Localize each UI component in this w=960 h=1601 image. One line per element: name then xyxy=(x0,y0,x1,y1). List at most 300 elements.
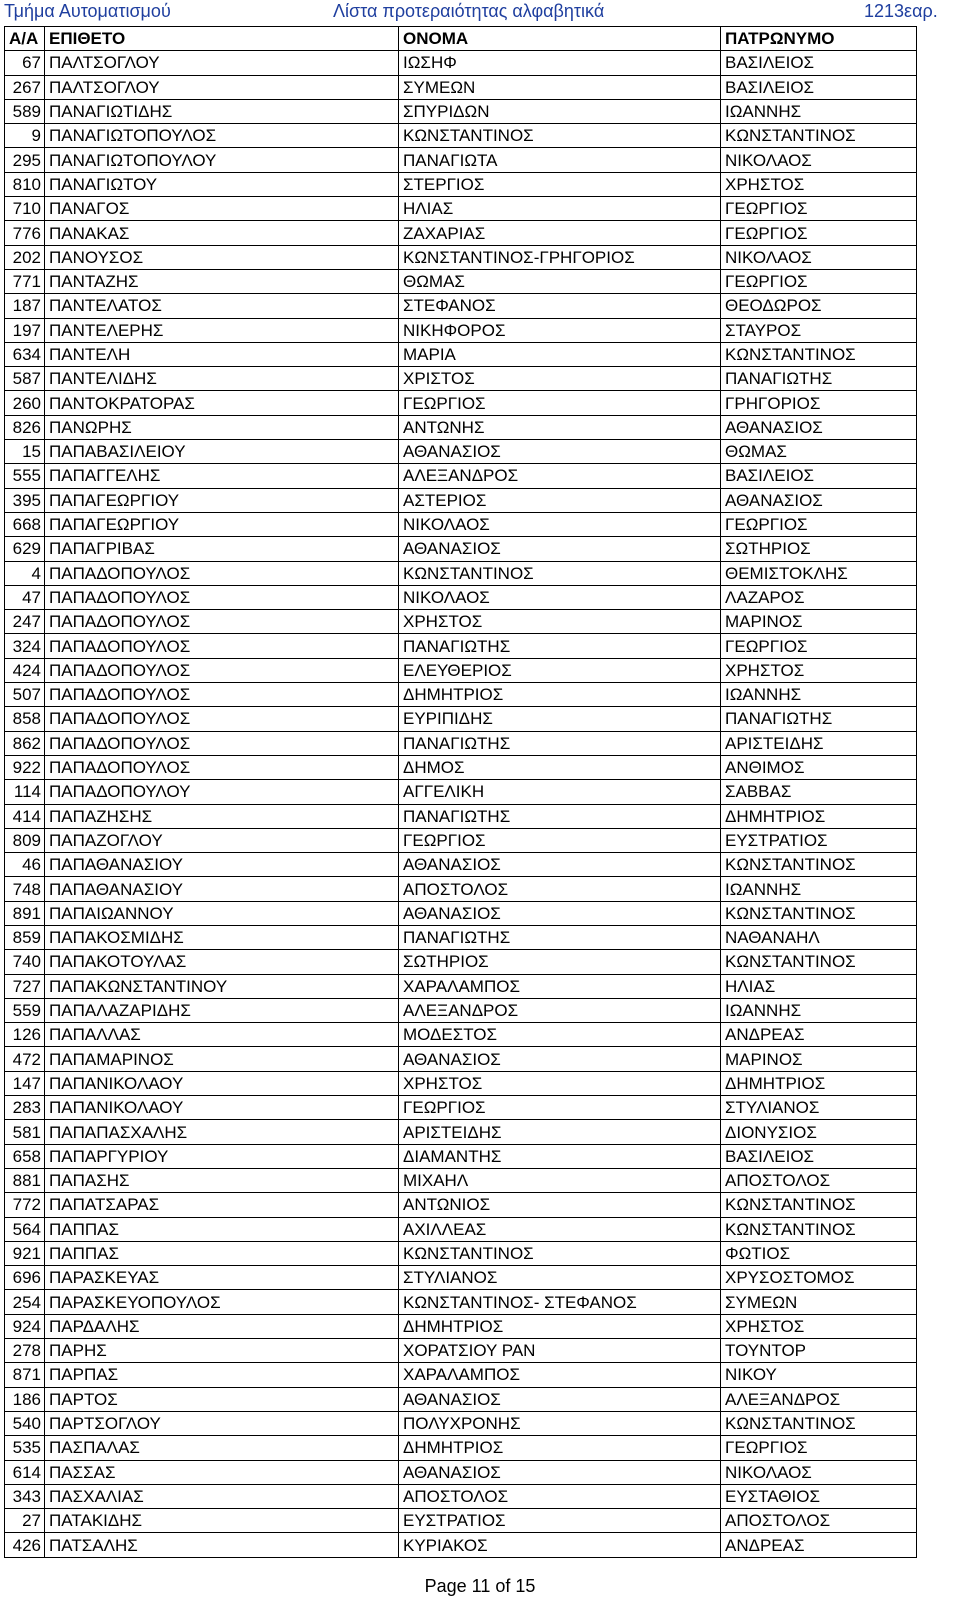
table-row xyxy=(5,998,917,1022)
cell-aa: 395 xyxy=(5,488,45,512)
table-row xyxy=(5,488,917,512)
cell-fathers-name: ΓΕΩΡΓΙΟΣ xyxy=(721,197,917,221)
cell-fathers-name: ΑΘΑΝΑΣΙΟΣ xyxy=(721,488,917,512)
cell-fathers-name: ΒΑΣΙΛΕΙΟΣ xyxy=(721,51,917,75)
cell-fathers-name: ΚΩΝΣΤΑΝΤΙΝΟΣ xyxy=(721,1193,917,1217)
cell-surname: ΠΑΠΑΔΟΠΟΥΛΟΣ xyxy=(45,610,399,634)
department-title: Τμήμα Αυτοματισμού xyxy=(4,1,171,21)
cell-surname: ΠΑΠΑΔΟΠΟΥΛΟΣ xyxy=(45,658,399,682)
table-row xyxy=(5,318,917,342)
table-row xyxy=(5,1047,917,1071)
table-row xyxy=(5,537,917,561)
cell-name: ΔΗΜΗΤΡΙΟΣ xyxy=(399,683,721,707)
cell-surname: ΠΑΝΤΟΚΡΑΤΟΡΑΣ xyxy=(45,391,399,415)
cell-fathers-name: ΝΙΚΟΛΑΟΣ xyxy=(721,148,917,172)
cell-surname: ΠΑΠΑΔΟΠΟΥΛΟΥ xyxy=(45,780,399,804)
cell-aa: 727 xyxy=(5,974,45,998)
cell-aa: 507 xyxy=(5,683,45,707)
cell-fathers-name: ΝΙΚΟΥ xyxy=(721,1363,917,1387)
cell-name: ΔΗΜΗΤΡΙΟΣ xyxy=(399,1436,721,1460)
cell-fathers-name: ΙΩΑΝΝΗΣ xyxy=(721,99,917,123)
cell-name: ΓΕΩΡΓΙΟΣ xyxy=(399,391,721,415)
cell-surname: ΠΑΣΧΑΛΙΑΣ xyxy=(45,1484,399,1508)
cell-surname: ΠΑΝΟΥΣΟΣ xyxy=(45,245,399,269)
cell-name: ΑΡΙΣΤΕΙΔΗΣ xyxy=(399,1120,721,1144)
table-row xyxy=(5,1193,917,1217)
cell-name: ΚΩΝΣΤΑΝΤΙΝΟΣ-ΓΡΗΓΟΡΙΟΣ xyxy=(399,245,721,269)
cell-fathers-name: ΑΠΟΣΤΟΛΟΣ xyxy=(721,1168,917,1192)
table-row xyxy=(5,780,917,804)
table-row xyxy=(5,1436,917,1460)
cell-aa: 696 xyxy=(5,1266,45,1290)
table-row xyxy=(5,1144,917,1168)
cell-aa: 295 xyxy=(5,148,45,172)
cell-name: ΝΙΚΗΦΟΡΟΣ xyxy=(399,318,721,342)
cell-aa: 891 xyxy=(5,901,45,925)
cell-fathers-name: ΦΩΤΙΟΣ xyxy=(721,1241,917,1265)
cell-aa: 114 xyxy=(5,780,45,804)
cell-surname: ΠΑΠΑΝΙΚΟΛΑΟΥ xyxy=(45,1071,399,1095)
cell-name: ΑΠΟΣΤΟΛΟΣ xyxy=(399,877,721,901)
cell-surname: ΠΑΝΑΓΙΩΤΟΥ xyxy=(45,172,399,196)
table-row xyxy=(5,245,917,269)
cell-name: ΣΠΥΡΙΔΩΝ xyxy=(399,99,721,123)
table-row xyxy=(5,1509,917,1533)
cell-fathers-name: ΣΥΜΕΩΝ xyxy=(721,1290,917,1314)
column-header-surname: ΕΠΙΘΕΤΟ xyxy=(45,27,399,51)
table-row xyxy=(5,731,917,755)
cell-fathers-name: ΓΕΩΡΓΙΟΣ xyxy=(721,269,917,293)
cell-surname: ΠΑΝΤΕΛΗ xyxy=(45,342,399,366)
table-row xyxy=(5,1290,917,1314)
table-row xyxy=(5,1217,917,1241)
cell-aa: 414 xyxy=(5,804,45,828)
cell-fathers-name: ΚΩΝΣΤΑΝΤΙΝΟΣ xyxy=(721,1217,917,1241)
cell-name: ΧΡΗΣΤΟΣ xyxy=(399,1071,721,1095)
cell-fathers-name: ΔΙΟΝΥΣΙΟΣ xyxy=(721,1120,917,1144)
cell-aa: 254 xyxy=(5,1290,45,1314)
cell-fathers-name: ΕΥΣΤΡΑΤΙΟΣ xyxy=(721,828,917,852)
cell-fathers-name: ΑΘΑΝΑΣΙΟΣ xyxy=(721,415,917,439)
cell-fathers-name: ΘΩΜΑΣ xyxy=(721,440,917,464)
table-row xyxy=(5,1071,917,1095)
cell-fathers-name: ΛΑΖΑΡΟΣ xyxy=(721,585,917,609)
cell-aa: 862 xyxy=(5,731,45,755)
cell-surname: ΠΑΠΑΘΑΝΑΣΙΟΥ xyxy=(45,877,399,901)
cell-aa: 47 xyxy=(5,585,45,609)
table-row xyxy=(5,1096,917,1120)
table-row xyxy=(5,707,917,731)
cell-aa: 564 xyxy=(5,1217,45,1241)
cell-surname: ΠΑΡΗΣ xyxy=(45,1339,399,1363)
cell-aa: 186 xyxy=(5,1387,45,1411)
cell-surname: ΠΑΠΑΛΑΖΑΡΙΔΗΣ xyxy=(45,998,399,1022)
cell-aa: 748 xyxy=(5,877,45,901)
table-row xyxy=(5,1460,917,1484)
cell-name: ΑΘΑΝΑΣΙΟΣ xyxy=(399,1387,721,1411)
cell-surname: ΠΑΝΤΕΛΕΡΗΣ xyxy=(45,318,399,342)
cell-surname: ΠΑΠΑΡΓΥΡΙΟΥ xyxy=(45,1144,399,1168)
cell-fathers-name: ΤΟΥΝΤΟΡ xyxy=(721,1339,917,1363)
cell-fathers-name: ΑΛΕΞΑΝΔΡΟΣ xyxy=(721,1387,917,1411)
table-row xyxy=(5,755,917,779)
table-row xyxy=(5,1533,917,1557)
cell-name: ΔΗΜΟΣ xyxy=(399,755,721,779)
cell-aa: 881 xyxy=(5,1168,45,1192)
cell-name: ΠΑΝΑΓΙΩΤΗΣ xyxy=(399,925,721,949)
column-header-fathers-name: ΠΑΤΡΩΝΥΜΟ xyxy=(721,27,917,51)
column-header-name: ΟΝΟΜΑ xyxy=(399,27,721,51)
cell-aa: 555 xyxy=(5,464,45,488)
cell-fathers-name: ΜΑΡΙΝΟΣ xyxy=(721,1047,917,1071)
cell-fathers-name: ΚΩΝΣΤΑΝΤΙΝΟΣ xyxy=(721,124,917,148)
cell-fathers-name: ΑΝΘΙΜΟΣ xyxy=(721,755,917,779)
cell-aa: 858 xyxy=(5,707,45,731)
cell-name: ΜΟΔΕΣΤΟΣ xyxy=(399,1023,721,1047)
cell-name: ΧΟΡΑΤΣΙΟΥ ΡΑΝ xyxy=(399,1339,721,1363)
cell-name: ΔΗΜΗΤΡΙΟΣ xyxy=(399,1314,721,1338)
cell-fathers-name: ΝΙΚΟΛΑΟΣ xyxy=(721,1460,917,1484)
table-row xyxy=(5,75,917,99)
cell-name: ΑΓΓΕΛΙΚΗ xyxy=(399,780,721,804)
cell-aa: 771 xyxy=(5,269,45,293)
cell-fathers-name: ΚΩΝΣΤΑΝΤΙΝΟΣ xyxy=(721,1411,917,1435)
cell-aa: 426 xyxy=(5,1533,45,1557)
table-row xyxy=(5,1314,917,1338)
cell-surname: ΠΑΠΑΓΕΩΡΓΙΟΥ xyxy=(45,488,399,512)
cell-fathers-name: ΝΙΚΟΛΑΟΣ xyxy=(721,245,917,269)
table-row xyxy=(5,464,917,488)
cell-aa: 4 xyxy=(5,561,45,585)
priority-list-table xyxy=(4,26,917,1558)
cell-name: ΠΟΛΥΧΡΟΝΗΣ xyxy=(399,1411,721,1435)
table-row xyxy=(5,658,917,682)
cell-fathers-name: ΠΑΝΑΓΙΩΤΗΣ xyxy=(721,367,917,391)
cell-fathers-name: ΙΩΑΝΝΗΣ xyxy=(721,683,917,707)
table-row xyxy=(5,1023,917,1047)
cell-fathers-name: ΓΕΩΡΓΙΟΣ xyxy=(721,512,917,536)
table-row xyxy=(5,512,917,536)
cell-surname: ΠΑΠΑΔΟΠΟΥΛΟΣ xyxy=(45,755,399,779)
cell-aa: 587 xyxy=(5,367,45,391)
cell-aa: 9 xyxy=(5,124,45,148)
cell-surname: ΠΑΤΣΑΛΗΣ xyxy=(45,1533,399,1557)
cell-surname: ΠΑΣΠΑΛΑΣ xyxy=(45,1436,399,1460)
cell-surname: ΠΑΝΑΓΙΩΤΙΔΗΣ xyxy=(45,99,399,123)
cell-fathers-name: ΓΡΗΓΟΡΙΟΣ xyxy=(721,391,917,415)
table-header-row xyxy=(5,27,917,51)
cell-aa: 776 xyxy=(5,221,45,245)
column-header-aa: Α/Α xyxy=(5,27,45,51)
cell-aa: 658 xyxy=(5,1144,45,1168)
table-row xyxy=(5,804,917,828)
cell-name: ΖΑΧΑΡΙΑΣ xyxy=(399,221,721,245)
cell-surname: ΠΑΠΑΔΟΠΟΥΛΟΣ xyxy=(45,683,399,707)
table-row xyxy=(5,1339,917,1363)
table-row xyxy=(5,148,917,172)
cell-name: ΑΘΑΝΑΣΙΟΣ xyxy=(399,1047,721,1071)
cell-name: ΑΛΕΞΑΝΔΡΟΣ xyxy=(399,464,721,488)
cell-aa: 283 xyxy=(5,1096,45,1120)
cell-surname: ΠΑΠΑΛΛΑΣ xyxy=(45,1023,399,1047)
cell-surname: ΠΑΡΔΑΛΗΣ xyxy=(45,1314,399,1338)
cell-surname: ΠΑΠΑΔΟΠΟΥΛΟΣ xyxy=(45,707,399,731)
cell-fathers-name: ΙΩΑΝΝΗΣ xyxy=(721,998,917,1022)
cell-fathers-name: ΔΗΜΗΤΡΙΟΣ xyxy=(721,1071,917,1095)
cell-fathers-name: ΣΑΒΒΑΣ xyxy=(721,780,917,804)
cell-name: ΧΡΗΣΤΟΣ xyxy=(399,610,721,634)
cell-surname: ΠΑΡΑΣΚΕΥΑΣ xyxy=(45,1266,399,1290)
cell-name: ΣΤΕΦΑΝΟΣ xyxy=(399,294,721,318)
cell-surname: ΠΑΠΑΔΟΠΟΥΛΟΣ xyxy=(45,731,399,755)
table-row xyxy=(5,974,917,998)
cell-name: ΑΛΕΞΑΝΔΡΟΣ xyxy=(399,998,721,1022)
cell-aa: 535 xyxy=(5,1436,45,1460)
semester-code: 1213εαρ. xyxy=(864,1,938,21)
table-row xyxy=(5,585,917,609)
cell-name: ΧΑΡΑΛΑΜΠΟΣ xyxy=(399,974,721,998)
cell-aa: 810 xyxy=(5,172,45,196)
page-header xyxy=(0,0,960,24)
cell-aa: 15 xyxy=(5,440,45,464)
cell-fathers-name: ΒΑΣΙΛΕΙΟΣ xyxy=(721,75,917,99)
cell-surname: ΠΑΝΑΓΟΣ xyxy=(45,197,399,221)
table-row xyxy=(5,950,917,974)
cell-surname: ΠΑΝΑΓΙΩΤΟΠΟΥΛΟΣ xyxy=(45,124,399,148)
cell-fathers-name: ΚΩΝΣΤΑΝΤΙΝΟΣ xyxy=(721,950,917,974)
cell-aa: 260 xyxy=(5,391,45,415)
table-row xyxy=(5,1411,917,1435)
cell-fathers-name: ΧΡΗΣΤΟΣ xyxy=(721,172,917,196)
cell-surname: ΠΑΠΑΙΩΑΝΝΟΥ xyxy=(45,901,399,925)
cell-surname: ΠΑΤΑΚΙΔΗΣ xyxy=(45,1509,399,1533)
cell-aa: 710 xyxy=(5,197,45,221)
cell-name: ΕΥΡΙΠΙΔΗΣ xyxy=(399,707,721,731)
table-row xyxy=(5,221,917,245)
table-row xyxy=(5,391,917,415)
cell-name: ΑΘΑΝΑΣΙΟΣ xyxy=(399,1460,721,1484)
cell-aa: 921 xyxy=(5,1241,45,1265)
cell-fathers-name: ΚΩΝΣΤΑΝΤΙΝΟΣ xyxy=(721,901,917,925)
cell-name: ΑΧΙΛΛΕΑΣ xyxy=(399,1217,721,1241)
cell-fathers-name: ΧΡΥΣΟΣΤΟΜΟΣ xyxy=(721,1266,917,1290)
cell-surname: ΠΑΡΤΟΣ xyxy=(45,1387,399,1411)
cell-fathers-name: ΒΑΣΙΛΕΙΟΣ xyxy=(721,464,917,488)
cell-aa: 859 xyxy=(5,925,45,949)
cell-surname: ΠΑΝΩΡΗΣ xyxy=(45,415,399,439)
cell-aa: 740 xyxy=(5,950,45,974)
cell-aa: 202 xyxy=(5,245,45,269)
table-row xyxy=(5,901,917,925)
cell-name: ΚΩΝΣΤΑΝΤΙΝΟΣ xyxy=(399,124,721,148)
table-row xyxy=(5,197,917,221)
cell-name: ΑΣΤΕΡΙΟΣ xyxy=(399,488,721,512)
cell-name: ΝΙΚΟΛΑΟΣ xyxy=(399,512,721,536)
cell-name: ΕΛΕΥΘΕΡΙΟΣ xyxy=(399,658,721,682)
table-row xyxy=(5,1168,917,1192)
cell-surname: ΠΑΛΤΣΟΓΛΟΥ xyxy=(45,51,399,75)
table-row xyxy=(5,561,917,585)
cell-name: ΝΙΚΟΛΑΟΣ xyxy=(399,585,721,609)
cell-name: ΧΡΙΣΤΟΣ xyxy=(399,367,721,391)
cell-fathers-name: ΣΤΑΥΡΟΣ xyxy=(721,318,917,342)
cell-name: ΣΤΥΛΙΑΝΟΣ xyxy=(399,1266,721,1290)
cell-surname: ΠΑΝΤΕΛΑΤΟΣ xyxy=(45,294,399,318)
cell-name: ΚΥΡΙΑΚΟΣ xyxy=(399,1533,721,1557)
cell-fathers-name: ΚΩΝΣΤΑΝΤΙΝΟΣ xyxy=(721,342,917,366)
cell-aa: 614 xyxy=(5,1460,45,1484)
cell-aa: 278 xyxy=(5,1339,45,1363)
cell-surname: ΠΑΠΑΣΗΣ xyxy=(45,1168,399,1192)
cell-name: ΑΘΑΝΑΣΙΟΣ xyxy=(399,853,721,877)
cell-aa: 267 xyxy=(5,75,45,99)
table-row xyxy=(5,51,917,75)
cell-aa: 424 xyxy=(5,658,45,682)
cell-fathers-name: ΓΕΩΡΓΙΟΣ xyxy=(721,221,917,245)
cell-surname: ΠΑΠΑΚΟΣΜΙΔΗΣ xyxy=(45,925,399,949)
cell-surname: ΠΑΠΑΠΑΣΧΑΛΗΣ xyxy=(45,1120,399,1144)
cell-aa: 540 xyxy=(5,1411,45,1435)
cell-fathers-name: ΑΝΔΡΕΑΣ xyxy=(721,1533,917,1557)
cell-surname: ΠΑΝΑΓΙΩΤΟΠΟΥΛΟΥ xyxy=(45,148,399,172)
cell-name: ΣΥΜΕΩΝ xyxy=(399,75,721,99)
cell-fathers-name: ΙΩΑΝΝΗΣ xyxy=(721,877,917,901)
table-row xyxy=(5,828,917,852)
table-row xyxy=(5,415,917,439)
cell-aa: 629 xyxy=(5,537,45,561)
cell-aa: 187 xyxy=(5,294,45,318)
cell-name: ΚΩΝΣΤΑΝΤΙΝΟΣ xyxy=(399,1241,721,1265)
cell-aa: 147 xyxy=(5,1071,45,1095)
cell-fathers-name: ΔΗΜΗΤΡΙΟΣ xyxy=(721,804,917,828)
table-row xyxy=(5,1266,917,1290)
cell-name: ΠΑΝΑΓΙΩΤΗΣ xyxy=(399,634,721,658)
cell-fathers-name: ΠΑΝΑΓΙΩΤΗΣ xyxy=(721,707,917,731)
cell-surname: ΠΑΝΑΚΑΣ xyxy=(45,221,399,245)
table-row xyxy=(5,440,917,464)
table-row xyxy=(5,269,917,293)
cell-surname: ΠΑΛΤΣΟΓΛΟΥ xyxy=(45,75,399,99)
cell-fathers-name: ΓΕΩΡΓΙΟΣ xyxy=(721,1436,917,1460)
cell-fathers-name: ΗΛΙΑΣ xyxy=(721,974,917,998)
cell-surname: ΠΑΠΑΚΩΝΣΤΑΝΤΙΝΟΥ xyxy=(45,974,399,998)
cell-aa: 324 xyxy=(5,634,45,658)
cell-aa: 922 xyxy=(5,755,45,779)
cell-name: ΜΑΡΙΑ xyxy=(399,342,721,366)
table-row xyxy=(5,342,917,366)
cell-name: ΑΝΤΩΝΙΟΣ xyxy=(399,1193,721,1217)
table-row xyxy=(5,124,917,148)
cell-fathers-name: ΘΕΟΔΩΡΟΣ xyxy=(721,294,917,318)
cell-name: ΜΙΧΑΗΛ xyxy=(399,1168,721,1192)
cell-fathers-name: ΣΩΤΗΡΙΟΣ xyxy=(721,537,917,561)
cell-aa: 46 xyxy=(5,853,45,877)
cell-aa: 27 xyxy=(5,1509,45,1533)
cell-fathers-name: ΑΡΙΣΤΕΙΔΗΣ xyxy=(721,731,917,755)
cell-name: ΔΙΑΜΑΝΤΗΣ xyxy=(399,1144,721,1168)
list-title: Λίστα προτεραιότητας αλφαβητικά xyxy=(333,1,605,21)
cell-surname: ΠΑΠΑΓΡΙΒΑΣ xyxy=(45,537,399,561)
cell-surname: ΠΑΠΠΑΣ xyxy=(45,1241,399,1265)
table-row xyxy=(5,294,917,318)
cell-aa: 924 xyxy=(5,1314,45,1338)
cell-name: ΑΘΑΝΑΣΙΟΣ xyxy=(399,901,721,925)
cell-name: ΠΑΝΑΓΙΩΤΗΣ xyxy=(399,731,721,755)
cell-fathers-name: ΣΤΥΛΙΑΝΟΣ xyxy=(721,1096,917,1120)
table-row xyxy=(5,634,917,658)
cell-surname: ΠΑΠΑΝΙΚΟΛΑΟΥ xyxy=(45,1096,399,1120)
table-row xyxy=(5,853,917,877)
cell-name: ΓΕΩΡΓΙΟΣ xyxy=(399,1096,721,1120)
table-row xyxy=(5,877,917,901)
page-number: Page 11 of 15 xyxy=(424,1576,536,1596)
table-row xyxy=(5,1484,917,1508)
table-row xyxy=(5,925,917,949)
cell-name: ΕΥΣΤΡΑΤΙΟΣ xyxy=(399,1509,721,1533)
cell-surname: ΠΑΠΑΖΗΣΗΣ xyxy=(45,804,399,828)
cell-name: ΑΘΑΝΑΣΙΟΣ xyxy=(399,440,721,464)
table-row xyxy=(5,1241,917,1265)
cell-fathers-name: ΕΥΣΤΑΘΙΟΣ xyxy=(721,1484,917,1508)
cell-fathers-name: ΓΕΩΡΓΙΟΣ xyxy=(721,634,917,658)
table-row xyxy=(5,172,917,196)
cell-fathers-name: ΧΡΗΣΤΟΣ xyxy=(721,658,917,682)
cell-aa: 634 xyxy=(5,342,45,366)
cell-fathers-name: ΝΑΘΑΝΑΗΛ xyxy=(721,925,917,949)
cell-aa: 809 xyxy=(5,828,45,852)
cell-aa: 343 xyxy=(5,1484,45,1508)
cell-surname: ΠΑΠΠΑΣ xyxy=(45,1217,399,1241)
table-row xyxy=(5,1387,917,1411)
cell-name: ΚΩΝΣΤΑΝΤΙΝΟΣ xyxy=(399,561,721,585)
cell-aa: 772 xyxy=(5,1193,45,1217)
cell-surname: ΠΑΡΠΑΣ xyxy=(45,1363,399,1387)
cell-surname: ΠΑΠΑΘΑΝΑΣΙΟΥ xyxy=(45,853,399,877)
cell-surname: ΠΑΠΑΔΟΠΟΥΛΟΣ xyxy=(45,634,399,658)
cell-surname: ΠΑΡΤΣΟΓΛΟΥ xyxy=(45,1411,399,1435)
cell-fathers-name: ΜΑΡΙΝΟΣ xyxy=(721,610,917,634)
cell-aa: 668 xyxy=(5,512,45,536)
table-row xyxy=(5,610,917,634)
cell-name: ΠΑΝΑΓΙΩΤΗΣ xyxy=(399,804,721,828)
cell-name: ΓΕΩΡΓΙΟΣ xyxy=(399,828,721,852)
cell-surname: ΠΑΠΑΓΓΕΛΗΣ xyxy=(45,464,399,488)
cell-fathers-name: ΑΝΔΡΕΑΣ xyxy=(721,1023,917,1047)
cell-fathers-name: ΘΕΜΙΣΤΟΚΛΗΣ xyxy=(721,561,917,585)
cell-name: ΧΑΡΑΛΑΜΠΟΣ xyxy=(399,1363,721,1387)
cell-name: ΣΤΕΡΓΙΟΣ xyxy=(399,172,721,196)
table-row xyxy=(5,367,917,391)
cell-aa: 247 xyxy=(5,610,45,634)
cell-aa: 589 xyxy=(5,99,45,123)
cell-name: ΙΩΣΗΦ xyxy=(399,51,721,75)
cell-surname: ΠΑΠΑΓΕΩΡΓΙΟΥ xyxy=(45,512,399,536)
table-row xyxy=(5,99,917,123)
cell-name: ΑΠΟΣΤΟΛΟΣ xyxy=(399,1484,721,1508)
cell-surname: ΠΑΠΑΔΟΠΟΥΛΟΣ xyxy=(45,585,399,609)
cell-name: ΠΑΝΑΓΙΩΤΑ xyxy=(399,148,721,172)
cell-name: ΚΩΝΣΤΑΝΤΙΝΟΣ- ΣΤΕΦΑΝΟΣ xyxy=(399,1290,721,1314)
table-row xyxy=(5,683,917,707)
cell-aa: 67 xyxy=(5,51,45,75)
cell-aa: 559 xyxy=(5,998,45,1022)
cell-aa: 126 xyxy=(5,1023,45,1047)
cell-name: ΑΘΑΝΑΣΙΟΣ xyxy=(399,537,721,561)
cell-fathers-name: ΑΠΟΣΤΟΛΟΣ xyxy=(721,1509,917,1533)
cell-name: ΘΩΜΑΣ xyxy=(399,269,721,293)
cell-surname: ΠΑΝΤΑΖΗΣ xyxy=(45,269,399,293)
cell-surname: ΠΑΣΣΑΣ xyxy=(45,1460,399,1484)
